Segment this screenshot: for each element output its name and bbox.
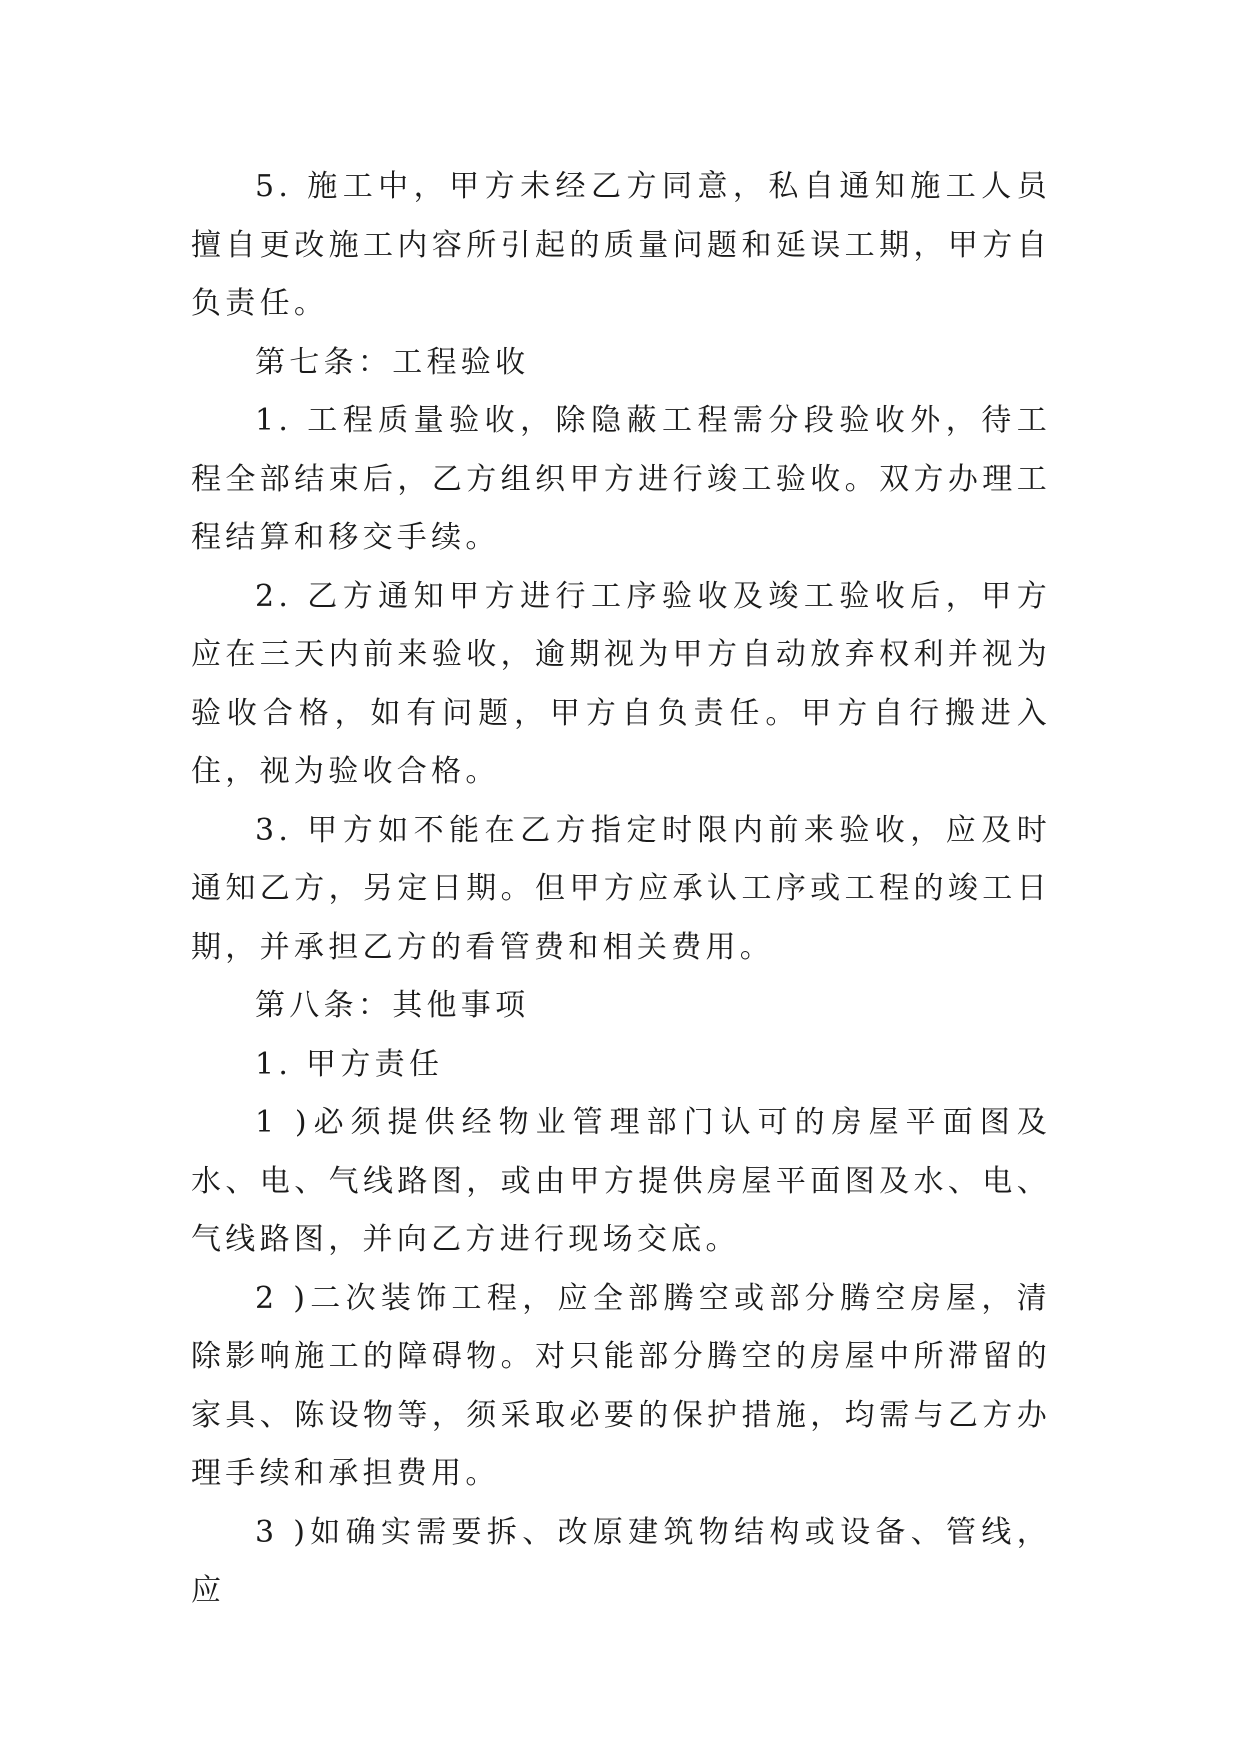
article-heading: 第八条：其他事项 <box>255 988 530 1023</box>
clause-paragraph: 1 )必须提供经物业管理部门认可的房屋平面图及水、电、气线路图，或由甲方提供房屋平面图及水、电、气线路图，并向乙方进行现场交底。 <box>191 1105 1051 1257</box>
clause-paragraph: 5. 施工中，甲方未经乙方同意，私自通知施工人员擅自更改施工内容所引起的质量问题和延误工期，甲方自负责任。 <box>191 169 1051 321</box>
document-body <box>191 158 1051 1621</box>
clause-paragraph: 2. 乙方通知甲方进行工序验收及竣工验收后，甲方应在三天内前来验收，逾期视为甲方自动放弃权利并视为验收合格，如有问题，甲方自负责任。甲方自行搬进入住，视为验收合格。 <box>191 578 1051 789</box>
clause-paragraph: 1. 甲方责任 <box>255 1046 444 1082</box>
clause-paragraph: 3. 甲方如不能在乙方指定时限内前来验收，应及时通知乙方，另定日期。但甲方应承认工序或工程的竣工日期，并承担乙方的看管费和相关费用。 <box>191 812 1051 965</box>
article-heading: 第七条：工程验收 <box>255 344 530 380</box>
clause-paragraph: 2 )二次装饰工程，应全部腾空或部分腾空房屋，清除影响施工的障碍物。对只能部分腾空的房屋中所滞留的家具、陈设物等，须采取必要的保护措施，均需与乙方办理手续和承担费用。 <box>191 1280 1051 1491</box>
clause-paragraph: 1. 工程质量验收，除隐蔽工程需分段验收外，待工程全部结束后，乙方组织甲方进行竣工验收。双方办理工程结算和移交手续。 <box>191 403 1051 555</box>
clause-paragraph: 3 )如确实需要拆、改原建筑物结构或设备、管线，应 <box>191 1514 1051 1608</box>
